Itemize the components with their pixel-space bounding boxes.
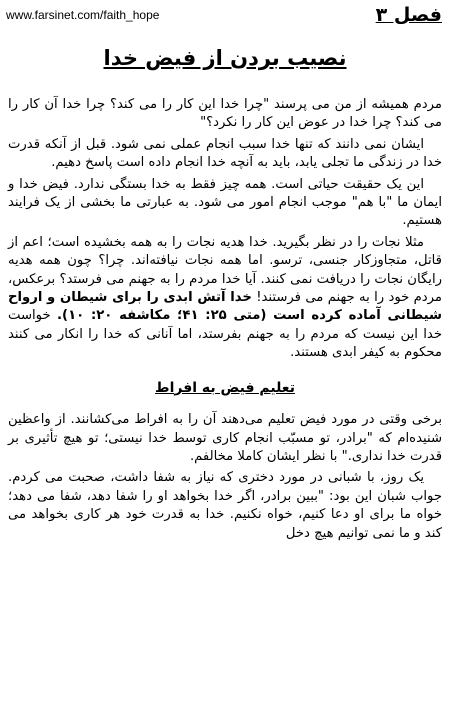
paragraph: یک روز، با شبانی در مورد دختری که نیاز به شفا داشت، صحبت می کردم. جواب شبان این بود: "ببین برادر، اگر خدا بخواهد او را شفا دهد، شفا می دهد؛ خواه ما برای او دعا کنیم، خواه نکنیم. خدا به قدرت خود هر کاری بخواهد می کند و ما نمی توانیم هیچ دخل: [8, 470, 442, 541]
paragraph: ایشان نمی دانند که تنها خدا سبب انجام عملی نمی شود. قبل از آنکه قدرت خدا در زندگی ما تجلی یابد، باید به آنچه خدا انجام داده است پاسخ دهیم.: [8, 136, 442, 171]
paragraph: [8, 234, 442, 363]
salvation-text: مثلا نجات را در نظر بگیرید. خدا هدیه نجات را به همه بخشیده است؛ اعم از قاتل، متجاوزکار جنسی، ترسو. اما همه نجات نیافته‌اند. چرا؟ چون همه هدیه رایگان نجات را دریافت نمی کنند. آیا خدا مردم را به جهنم می فرستد؟ برعکس، مردم خود را به جهنم می فرستند!: [8, 234, 442, 306]
paragraph: مردم همیشه از من می پرسند "چرا خدا این کار را می کند؟ چرا خدا آن کار را می کند؟ چرا خدا در عوض این کار را نکرد؟": [8, 97, 442, 131]
page-title: نصیب بردن از فیض خدا: [103, 46, 347, 70]
paragraph: برخی وقتی در مورد فیض تعلیم می‌دهند آن را به افراط می‌کشانند. از واعظین شنیده‌ام که "برادر، تو مسبّب انجام کاری توسط خدا نیستی؛ تو هیچ تأثیری بر قدرت خدا نداری." با نظر ایشان کاملا مخالفم.: [8, 412, 442, 464]
scripture-reference: خدا آتش ابدی را برای شیطان و ارواح شیطانی آماده کرده است (متی ۲۵: ۴۱؛ مکاشفه ۲۰: ۱۰).: [8, 290, 442, 324]
chapter-label: فصل ۳: [375, 4, 442, 26]
main-content: [8, 96, 442, 546]
salvation-text-continued: خواست خدا این نیست که مردم را به جهنم بفرستد، اما آنانی که خدا را انکار می کنند محکوم به کیفر ابدی هستند.: [8, 308, 442, 361]
paragraph: این یک حقیقت حیاتی است. همه چیز فقط به خدا بستگی ندارد. فیض خدا و ایمان ما "با هم" موجب انجام امور می شود. به عبارتی ما بخشی از یک فرایند هستیم.: [8, 176, 442, 229]
section-heading: تعلیم فیض به افراط: [155, 379, 295, 396]
source-url: www.farsinet.com/faith_hope: [6, 8, 160, 22]
